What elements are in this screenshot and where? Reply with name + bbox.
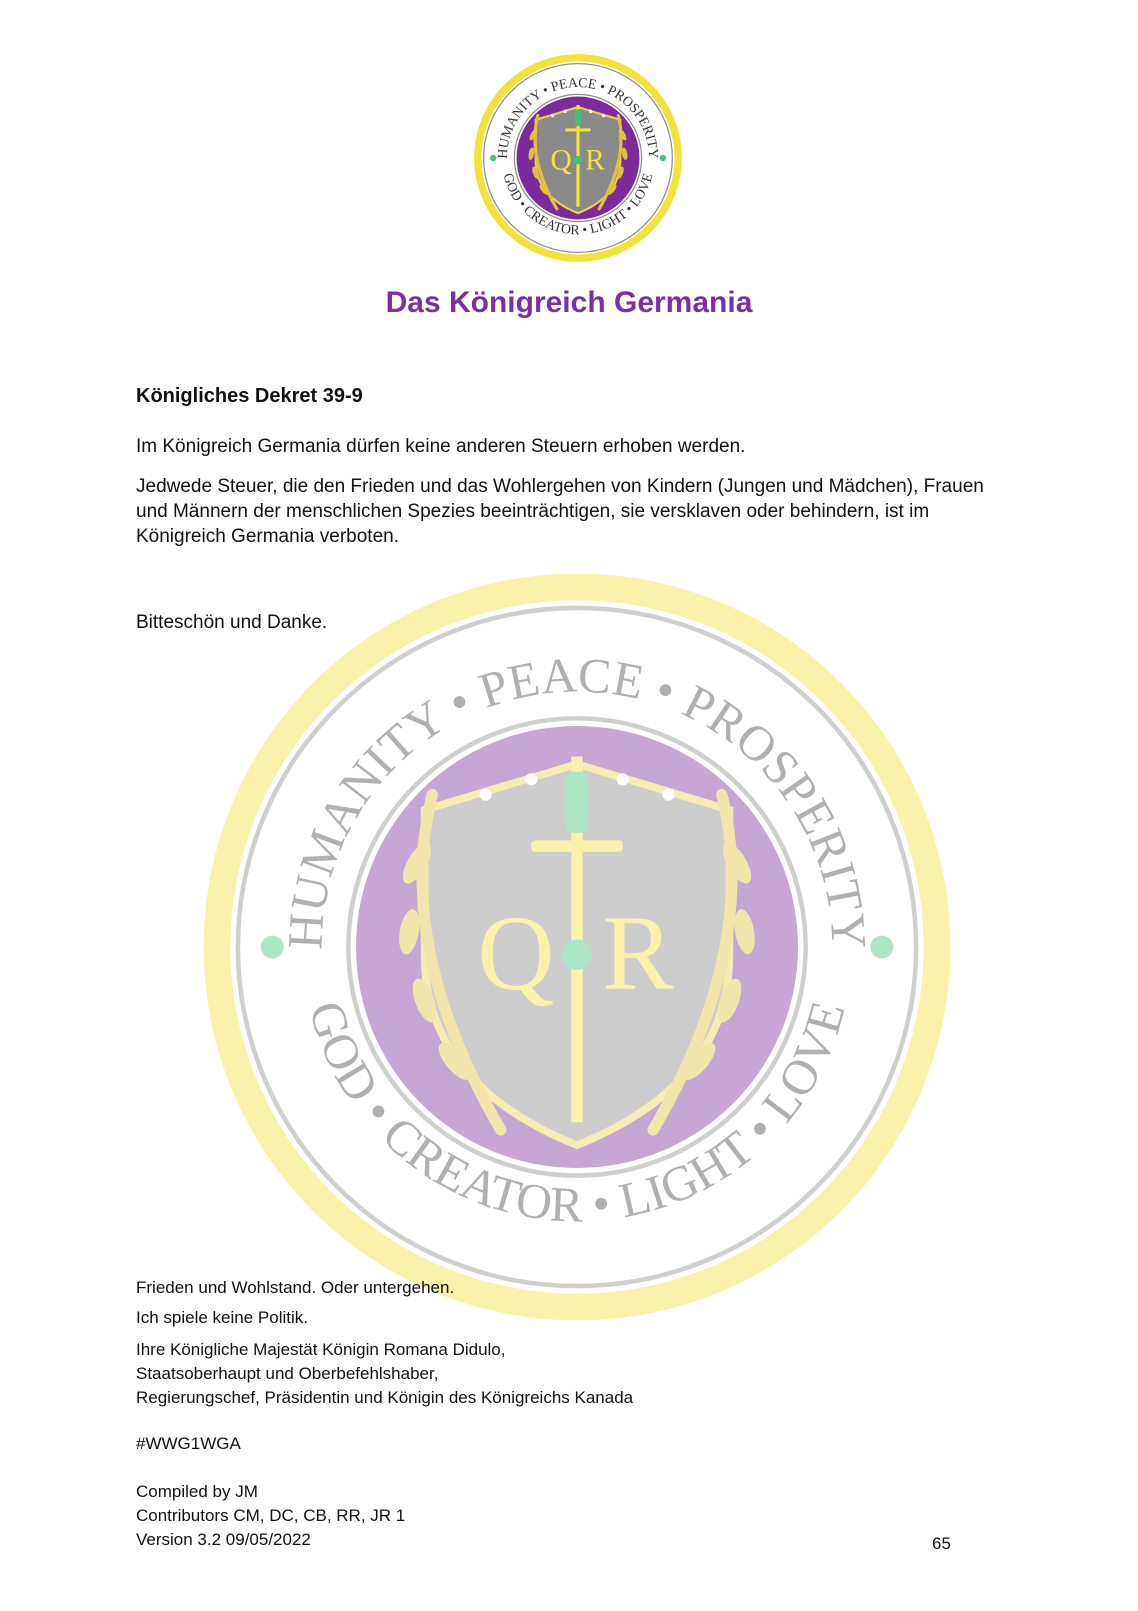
thanks-line: Bitteschön und Danke. xyxy=(136,612,328,633)
seal-bottom-text: GOD • CREATOR • LIGHT • LOVE xyxy=(500,171,656,238)
seal-monogram-left: Q xyxy=(550,144,572,177)
decree-heading: Königliches Dekret 39-9 xyxy=(136,385,363,407)
watermark-monogram-left: Q xyxy=(477,894,555,1013)
hashtag: #WWG1WGA xyxy=(136,1434,241,1453)
closing-motto: Frieden und Wohlstand. Oder untergehen. xyxy=(136,1278,455,1297)
decree-paragraph-2: Jedwede Steuer, die den Frieden und das Wohlergehen von Kindern (Jungen und Mädchen), Frauen und Männern der menschlichen Spezies beeinträchtigen, sie versklaven oder behindern, ist im Königreich Germania verboten. xyxy=(136,476,984,547)
footer-contributors: Contributors CM, DC, CB, RR, JR 1 xyxy=(136,1506,406,1525)
signature-line-2: Staatsoberhaupt und Oberbefehlshaber, xyxy=(136,1364,439,1383)
footer-compiled: Compiled by JM xyxy=(136,1482,258,1501)
footer-version: Version 3.2 09/05/2022 xyxy=(136,1530,311,1549)
page-number: 65 xyxy=(932,1534,951,1553)
signature-line-3: Regierungschef, Präsidentin und Königin des Königreichs Kanada xyxy=(136,1388,634,1407)
decree-paragraph-1: Im Königreich Germania dürfen keine anderen Steuern erhoben werden. xyxy=(136,436,746,457)
watermark-monogram-right: R xyxy=(602,894,674,1013)
signature-block xyxy=(136,1338,633,1410)
page-title: Das Königreich Germania xyxy=(385,286,753,319)
seal-top-text: HUMANITY • PEACE • PROSPERITY xyxy=(494,74,662,160)
watermark-bottom-text: GOD • CREATOR • LIGHT • LOVE xyxy=(298,995,856,1233)
signature-line-1: Ihre Königliche Majestät Königin Romana Didulo, xyxy=(136,1340,506,1359)
seal-logo xyxy=(472,52,684,264)
watermark-top-text: HUMANITY • PEACE • PROSPERITY xyxy=(277,647,877,951)
footer-credits xyxy=(136,1480,405,1552)
closing-statement: Ich spiele keine Politik. xyxy=(136,1308,308,1327)
seal-monogram-right: R xyxy=(585,144,605,177)
seal-watermark xyxy=(196,566,958,1328)
